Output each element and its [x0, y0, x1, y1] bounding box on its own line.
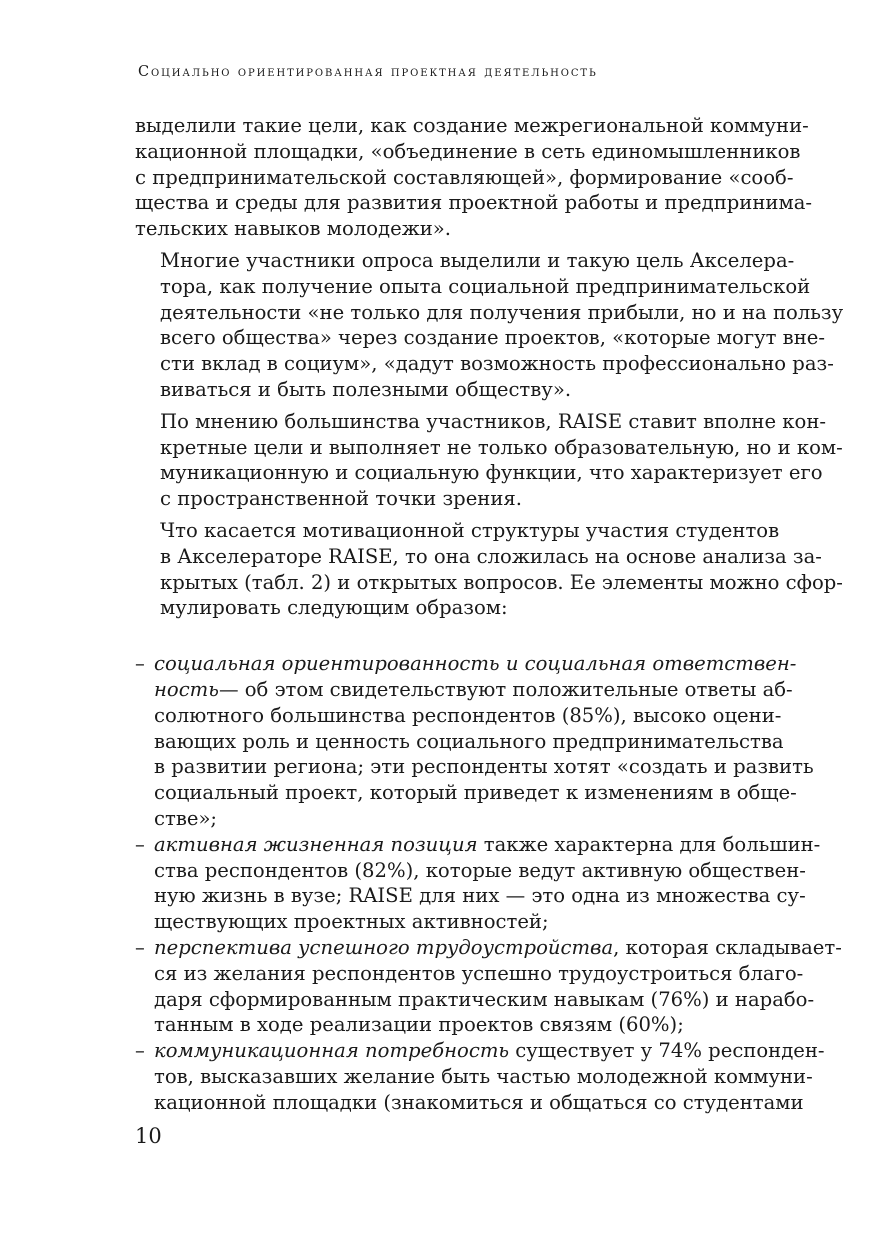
text-line: сти вклад в социум», «дадут возможность профессионально раз-	[160, 352, 834, 376]
text-line: солютного большинства респондентов (85%), высоко оцени-	[154, 703, 782, 727]
text-line: муникационную и социальную функции, что характеризует его	[160, 461, 823, 485]
italic-term: ность	[154, 677, 219, 701]
text-line: мулировать следующим образом:	[160, 596, 508, 620]
list-dash: –	[135, 1039, 145, 1063]
paragraph	[135, 113, 813, 242]
list-item	[135, 1038, 825, 1115]
text-line: ществующих проектных активностей;	[154, 910, 549, 934]
text-line: выделили такие цели, как создание межрегиональной коммуни-	[135, 114, 809, 137]
text-run: также характерна для большин-	[477, 832, 821, 856]
text-line	[154, 832, 821, 858]
text-run: — об этом свидетельствуют положительные ответы аб-	[218, 677, 793, 701]
paragraph	[135, 248, 844, 403]
list-dash: –	[135, 832, 145, 856]
text-line: ства респондентов (82%), которые ведут активную обществен-	[154, 858, 806, 882]
text-line: с предпринимательской составляющей», формирование «сооб-	[135, 165, 794, 189]
text-line: ся из желания респондентов успешно трудоустроиться благо-	[154, 961, 804, 985]
text-line: деятельности «не только для получения прибыли, но и на пользу	[160, 300, 844, 324]
body-text	[135, 113, 844, 1115]
text-line: тора, как получение опыта социальной предпринимательской	[160, 274, 811, 298]
text-line: виваться и быть полезными обществу».	[160, 377, 572, 401]
text-line: крытых (табл. 2) и открытых вопросов. Ее элементы можно сфор-	[160, 570, 843, 594]
text-line: тов, высказавших желание быть частью молодежной коммуни-	[154, 1064, 813, 1088]
text-line: стве»;	[154, 806, 218, 830]
italic-term: активная жизненная позиция	[154, 832, 478, 856]
page-number: 10	[135, 1124, 162, 1148]
text-line: По мнению большинства участников, RAISE ставит вполне кон-	[160, 409, 827, 433]
text-line: с пространственной точки зрения.	[160, 487, 522, 511]
text-line: кретные цели и выполняет не только образовательную, но и ком-	[160, 435, 843, 459]
bullet-list	[135, 651, 842, 1115]
paragraph	[135, 518, 843, 621]
list-item	[135, 832, 821, 935]
italic-term: перспектива успешного трудоустройства	[154, 935, 614, 959]
text-line	[154, 677, 793, 703]
text-line: танным в ходе реализации проектов связям (60%);	[154, 1013, 684, 1037]
text-line: ную жизнь в вузе; RAISE для них — это одна из множества су-	[154, 884, 806, 908]
text-line: социальный проект, который приведет к изменениям в обще-	[154, 781, 797, 805]
text-line: тельских навыков молодежи».	[135, 217, 452, 241]
text-line: в развитии региона; эти респонденты хотят «создать и развить	[154, 755, 814, 779]
list-item	[135, 651, 814, 832]
text-line: вающих роль и ценность социального предпринимательства	[154, 729, 784, 753]
italic-term: коммуникационная потребность	[154, 1039, 510, 1063]
text-line: кационной площадки, «объединение в сеть единомышленников	[135, 139, 801, 163]
italic-term: социальная ориентированность и социальная ответствен-	[154, 652, 797, 676]
text-run: , которая складывает-	[613, 935, 842, 959]
text-run: существует у 74% респонден-	[509, 1039, 825, 1063]
text-line	[154, 651, 797, 677]
text-line	[154, 1038, 825, 1064]
text-line: даря сформированным практическим навыкам (76%) и нарабо-	[154, 987, 815, 1011]
running-header: Социально ориентированная проектная деятельность	[138, 64, 598, 80]
text-line: всего общества» через создание проектов, «которые могут вне-	[160, 326, 825, 350]
text-line: в Акселераторе RAISE, то она сложилась на основе анализа за-	[160, 544, 822, 568]
text-line	[154, 935, 842, 961]
list-dash: –	[135, 935, 145, 959]
list-item	[135, 935, 842, 1038]
list-dash: –	[135, 652, 145, 676]
text-line: кационной площадки (знакомиться и общаться со студентами	[154, 1090, 804, 1114]
text-line: Многие участники опроса выделили и такую цель Акселера-	[160, 248, 795, 272]
paragraph	[135, 409, 843, 512]
text-line: Что касается мотивационной структуры участия студентов	[160, 518, 780, 542]
text-line: щества и среды для развития проектной работы и предпринима-	[135, 191, 813, 215]
